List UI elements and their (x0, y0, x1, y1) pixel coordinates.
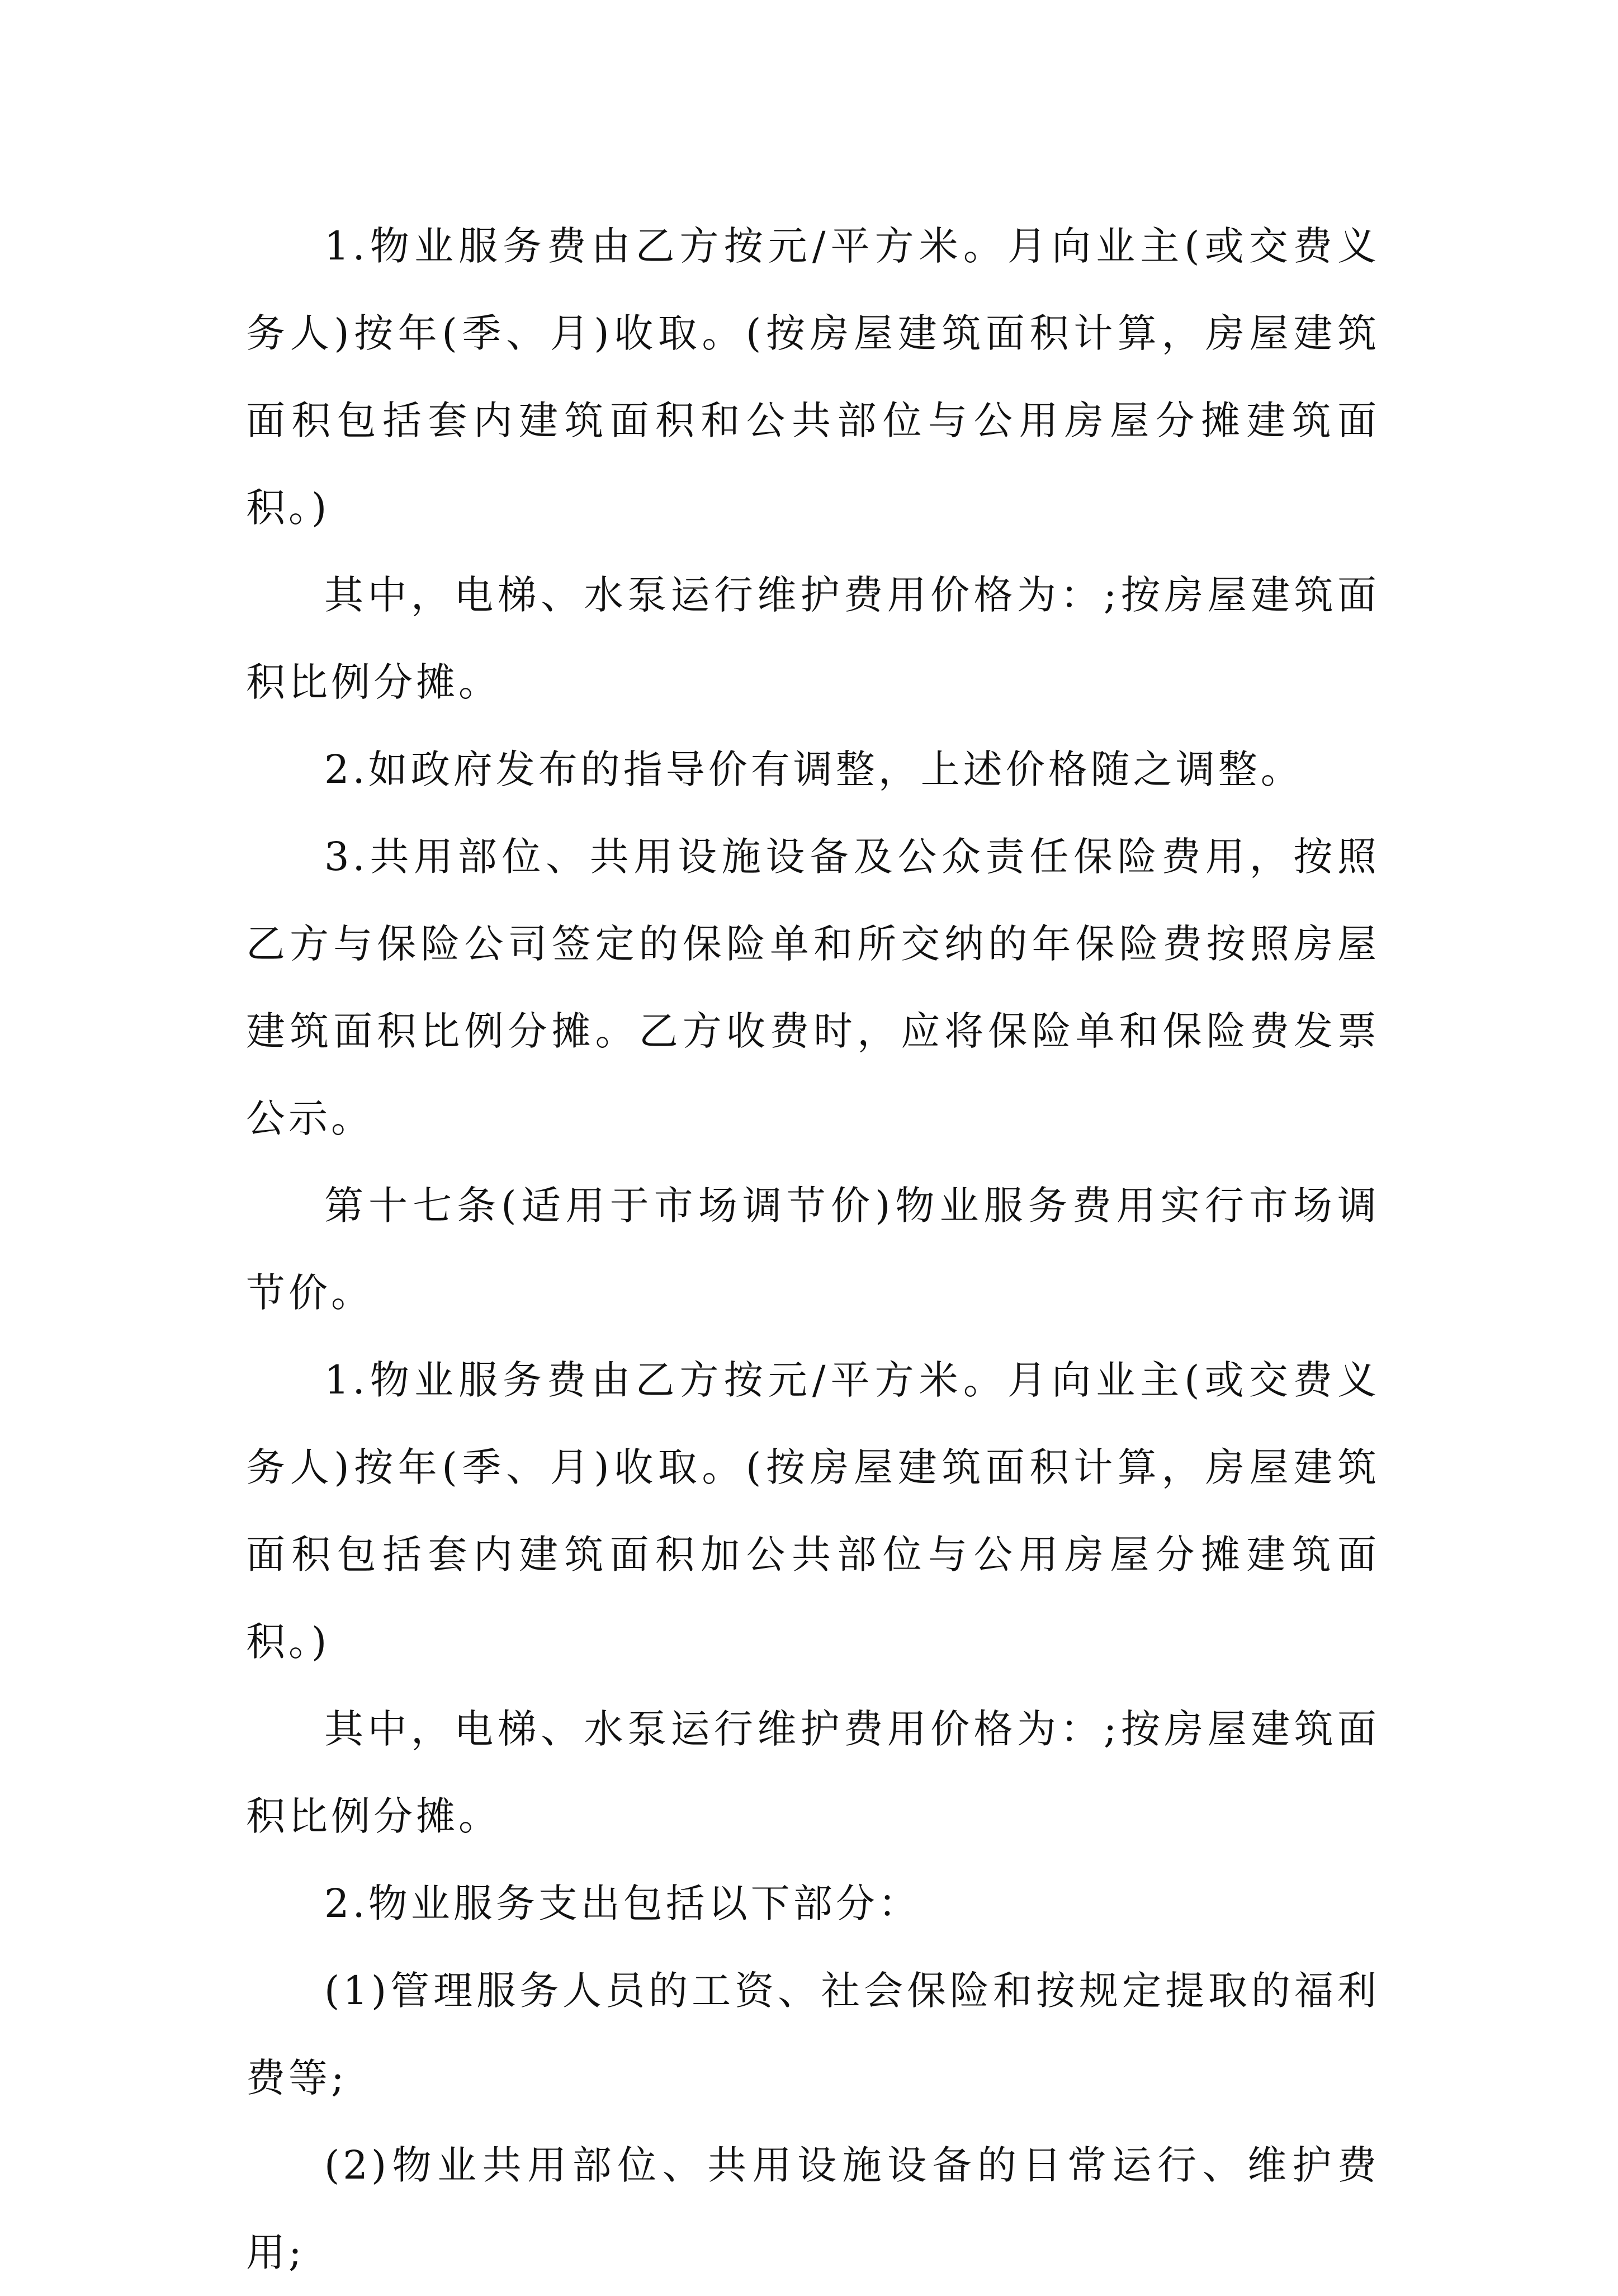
paragraph-5: 第十七条(适用于市场调节价)物业服务费用实行市场调节价。 (246, 1183, 1380, 1316)
paragraph-9: (1)管理服务人员的工资、社会保险和按规定提取的福利费等; (246, 1968, 1380, 2101)
paragraph-6: 1.物业服务费由乙方按元/平方米。月向业主(或交费义务人)按年(季、月)收取。(按房屋建筑面积计算，房屋建筑面积包括套内建筑面积加公共部位与公用房屋分摊建筑面积。) (246, 1357, 1380, 1665)
paragraph-7: 其中，电梯、水泵运行维护费用价格为：;按房屋建筑面积比例分摊。 (246, 1706, 1380, 1839)
paragraph-8: 2.物业服务支出包括以下部分： (324, 1881, 921, 1926)
paragraph-4: 3.共用部位、共用设施设备及公众责任保险费用，按照乙方与保险公司签定的保险单和所交纳的年保险费按照房屋建筑面积比例分摊。乙方收费时，应将保险单和保险费发票公示。 (246, 834, 1380, 1141)
paragraph-2: 其中，电梯、水泵运行维护费用价格为：;按房屋建筑面积比例分摊。 (246, 572, 1380, 705)
document-body (246, 202, 1380, 2296)
paragraph-1: 1.物业服务费由乙方按元/平方米。月向业主(或交费义务人)按年(季、月)收取。(按房屋建筑面积计算，房屋建筑面积包括套内建筑面积和公共部位与公用房屋分摊建筑面积。) (246, 223, 1380, 531)
paragraph-10: (2)物业共用部位、共用设施设备的日常运行、维护费用; (246, 2142, 1380, 2275)
paragraph-3: 2.如政府发布的指导价有调整，上述价格随之调整。 (324, 747, 1303, 792)
